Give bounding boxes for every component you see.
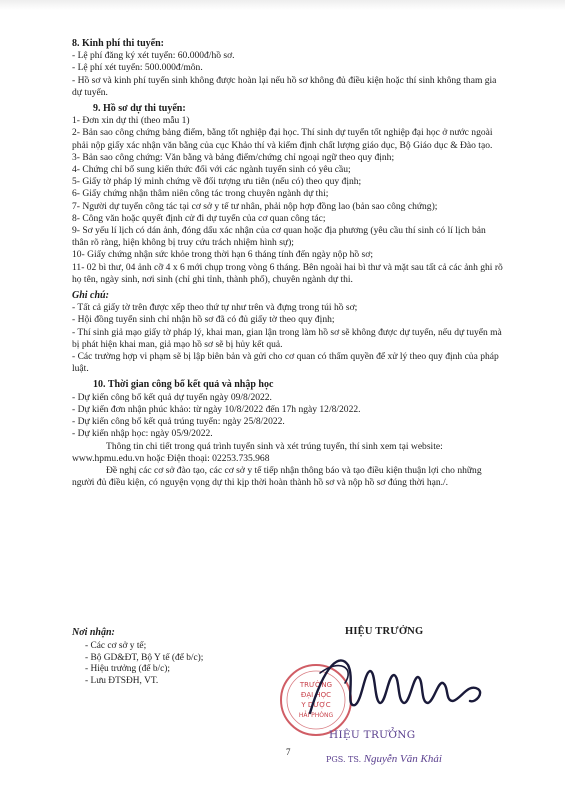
schedule-item: - Dự kiến công bố kết quả dự tuyển ngày 09/8/2022. <box>72 391 272 403</box>
fee-line: - Lệ phí đăng ký xét tuyển: 60.000đ/hồ sơ. <box>72 50 235 62</box>
closing-paragraph: Đề nghị các cơ sở đào tạo, các cơ sở y tế tiếp nhận thông báo và tạo điều kiện thuận lợi cho những người đủ điều kiện, có nguyện vọng dự thi kịp thời hoàn thành hồ sơ và nộp hồ sơ đúng thời hạn./. <box>72 464 482 489</box>
note-item: - Các trường hợp vi phạm sẽ bị lập biên bản và gửi cho cơ quan có thẩm quyền để xử lý theo quy định của pháp luật. <box>72 351 499 375</box>
recipient-item: - Các cơ sở y tế; <box>85 640 147 651</box>
document-body <box>72 38 504 489</box>
schedule-item: - Dự kiến nhập học: ngày 05/9/2022. <box>72 428 213 440</box>
info-text: Thông tin chi tiết trong quá trình tuyển sinh và xét trúng tuyển, thí sinh xem tại website: <box>106 440 443 452</box>
recipients-heading: Nơi nhận: <box>72 627 115 638</box>
signer-prefix: PGS. TS. <box>326 755 362 764</box>
note-item: - Tất cả giấy tờ trên được xếp theo thứ tự như trên và đựng trong túi hồ sơ; <box>72 302 358 314</box>
seal-line: ĐẠI HỌC <box>300 691 332 699</box>
previous-page-edge <box>0 0 565 10</box>
dossier-item: 7- Người dự tuyển công tác tại cơ sở y tế tư nhân, phải nộp hợp đồng lao (bản sao công chứng); <box>72 200 438 212</box>
dossier-item: 9- Sơ yếu lí lịch có dán ảnh, đóng dấu xác nhận của cơ quan hoặc địa phương (yêu cầu thí sinh có lí lịch bản thân rõ ràng, hiện không bị truy cứu trách nhiệm hình sự); <box>72 225 486 249</box>
dossier-item: 5- Giấy tờ pháp lý minh chứng về đối tượng ưu tiên (nếu có) theo quy định; <box>72 176 362 188</box>
seal-line: TRƯỜNG <box>299 681 333 689</box>
schedule-item: - Dự kiến công bố kết quả trúng tuyển: ngày 25/8/2022. <box>72 416 285 428</box>
signature-title: HIỆU TRƯỞNG <box>345 626 424 637</box>
recipients-block <box>72 627 302 688</box>
schedule-item: - Dự kiến đơn nhận phúc khảo: từ ngày 10/8/2022 đến 17h ngày 12/8/2022. <box>72 403 361 415</box>
dossier-item: 3- Bản sao công chứng: Văn bằng và bảng điểm/chứng chỉ ngoại ngữ theo quy định; <box>72 151 395 163</box>
dossier-item: 2- Bản sao công chứng bảng điểm, bằng tốt nghiệp đại học. Thí sinh dự tuyển tốt nghiệp đại học ở nước ngoài phải nộp giấy xác nhận văn bằng của cục Khảo thí và kiểm định chất lượng giáo dục, Bộ Giáo dục & Đào tạo. <box>72 127 493 151</box>
signer-name: Nguyễn Văn Khải <box>363 753 442 765</box>
section-schedule-heading: 10. Thời gian công bố kết quả và nhập học <box>93 379 274 391</box>
dossier-item: 6- Giấy chứng nhận thâm niên công tác trong chuyên ngành dự thi; <box>72 188 329 200</box>
page-number: 7 <box>286 747 291 757</box>
fee-line: - Hồ sơ và kinh phí tuyển sinh không được hoàn lại nếu hồ sơ không đủ điều kiện hoặc thí sinh không tham gia dự tuyển. <box>72 74 497 98</box>
fee-line: - Lệ phí xét tuyển: 500.000đ/môn. <box>72 62 203 74</box>
recipient-item: - Hiệu trưởng (để b/c); <box>85 664 171 675</box>
section-fee-heading: 8. Kinh phí thi tuyển: <box>72 38 164 49</box>
info-paragraph <box>72 441 504 465</box>
dossier-item: 8- Công văn hoặc quyết định cử đi dự tuyển của cơ quan công tác; <box>72 212 326 224</box>
stamp-title: HIỆU TRƯỞNG <box>329 729 416 741</box>
section-dossier-heading: 9. Hồ sơ dự thi tuyển: <box>93 103 186 115</box>
recipient-item: - Lưu ĐTSĐH, VT. <box>85 676 159 687</box>
website-link[interactable]: www.hpmu.edu.vn <box>72 452 145 464</box>
phone-text: hoặc Điện thoại: 02253.735.968 <box>146 452 270 464</box>
signer-name-stamp <box>326 753 442 765</box>
dossier-item: 10- Giấy chứng nhận sức khỏe trong thời hạn 6 tháng tính đến ngày nộp hồ sơ; <box>72 249 373 261</box>
dossier-item: 11- 02 bì thư, 04 ảnh cỡ 4 x 6 mới chụp trong vòng 6 tháng. Bên ngoài hai bì thư và mặt sau tất cả các ảnh ghi rõ họ tên, ngày sinh, nơi sinh (chỉ ghi tỉnh, thành phố), chuyên ngành dự thi. <box>72 261 503 285</box>
dossier-item: 4- Chứng chỉ bổ sung kiến thức đối với các ngành tuyển sinh có yêu cầu; <box>72 164 351 176</box>
note-item: - Thí sinh giả mạo giấy tờ pháp lý, khai man, gian lận trong làm hồ sơ sẽ không được dự tuyển, nếu dự tuyển mà bị phát hiện khai man, giả mạo hồ sơ sẽ bị hủy kết quả. <box>72 326 502 350</box>
note-item: - Hội đồng tuyển sinh chỉ nhận hồ sơ đã có đủ giấy tờ theo quy định; <box>72 314 335 326</box>
recipient-item: - Bộ GD&ĐT, Bộ Y tế (để b/c); <box>85 652 204 663</box>
seal-line: HẢI PHÒNG <box>298 712 334 719</box>
seal-line: Y DƯỢC <box>301 701 331 709</box>
dossier-item: 1- Đơn xin dự thi (theo mẫu 1) <box>72 115 190 127</box>
handwritten-signature <box>300 643 530 733</box>
notes-heading: Ghi chú: <box>72 290 109 302</box>
